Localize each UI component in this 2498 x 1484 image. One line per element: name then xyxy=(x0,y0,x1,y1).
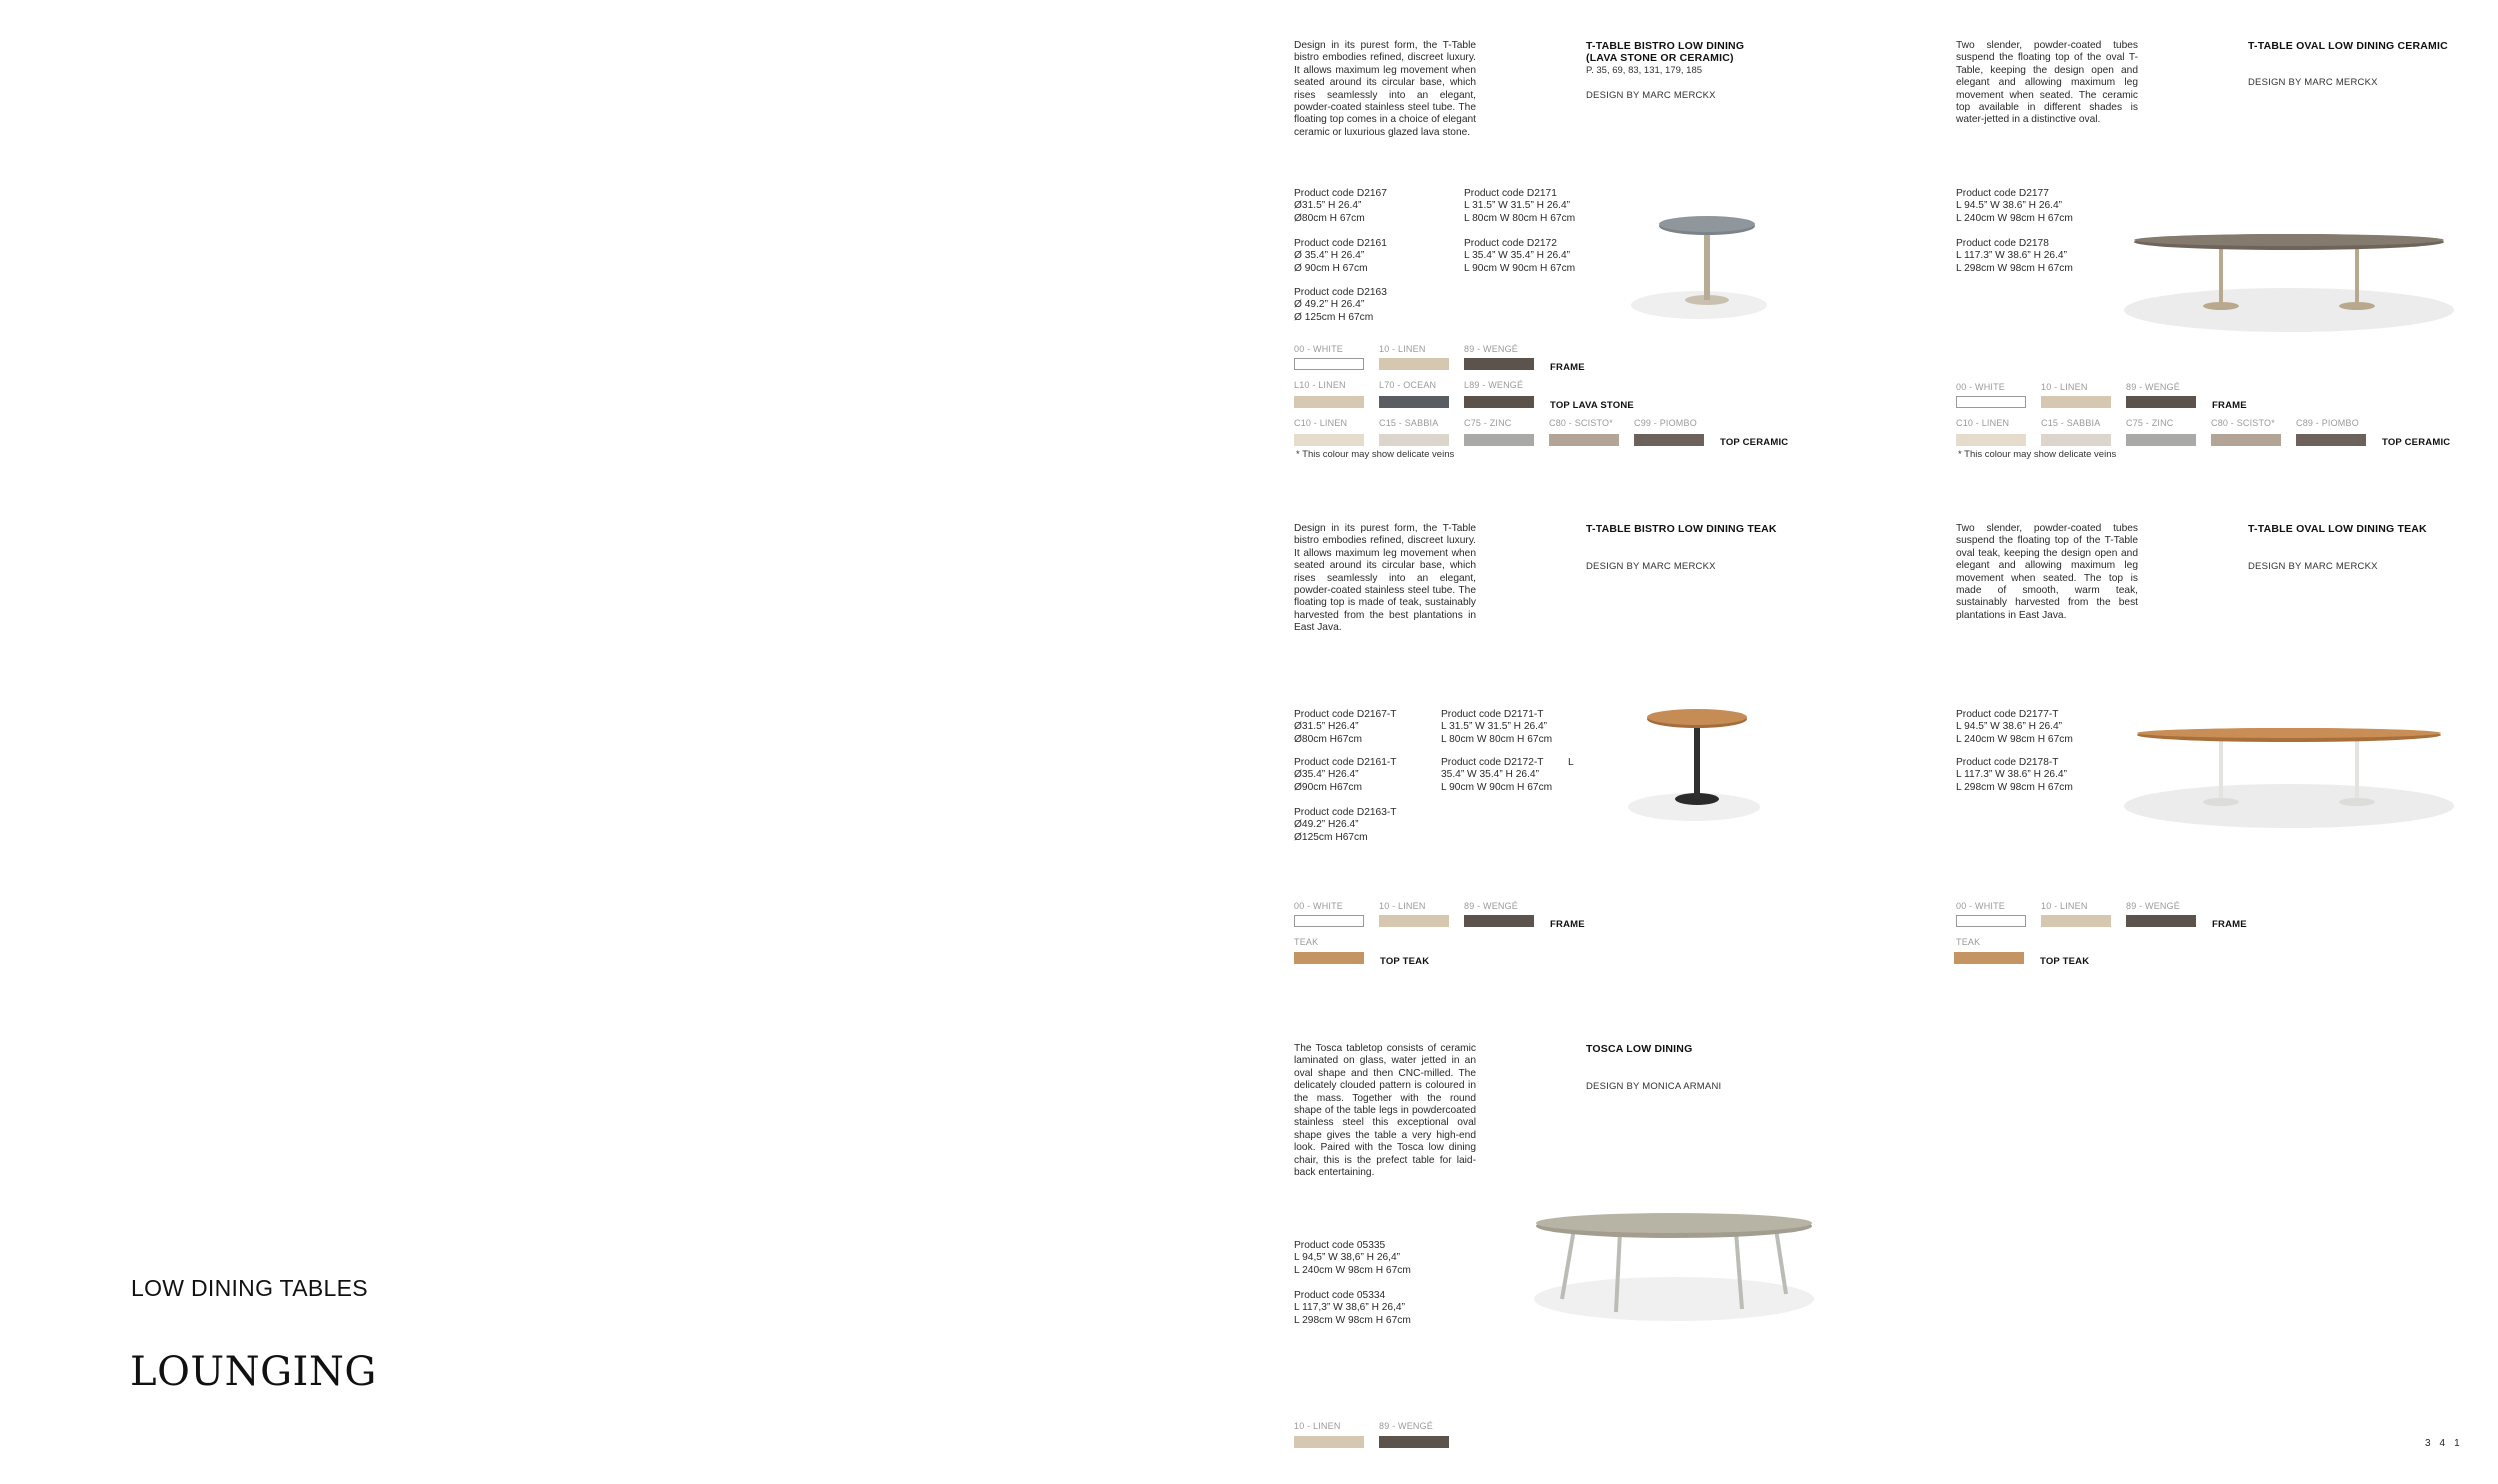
swatch-label: C80 - SCISTO* xyxy=(1549,418,1613,428)
swatch-teak xyxy=(1294,952,1364,964)
oval-designer: DESIGN BY MARC MERCKX xyxy=(2248,77,2378,88)
bistro-teak-title: T-TABLE BISTRO LOW DINING TEAK xyxy=(1586,523,1777,535)
collection-heading: LOUNGING xyxy=(130,1349,377,1395)
product-code-block: Product code D2163 Ø 49.2” H 26.4” Ø 125cm H 67cm xyxy=(1294,287,1387,323)
bistro-teak-description: Design in its purest form, the T-Table bistro embodies refined, discreet luxury. It allows maximum leg movement when seated around its circular base, which rises seamlessly into an elegant, powder-coated stainless steel tube. The floating top is made of teak, sustainably harvested from the best plantations in East Java. xyxy=(1294,523,1476,634)
frame-label: FRAME xyxy=(2212,400,2247,411)
swatch-wenge xyxy=(1379,1436,1449,1448)
swatch-label: L89 - WENGÉ xyxy=(1464,380,1524,390)
swatch-label: C75 - ZINC xyxy=(2126,418,2174,428)
swatch-ceramic-sabbia xyxy=(2041,434,2111,446)
swatch-label: 89 - WENGÉ xyxy=(2126,382,2181,392)
product-code-block: Product code D2161-T Ø35.4” H26.4” Ø90cm H67cm xyxy=(1294,757,1397,793)
swatch-white xyxy=(1294,358,1364,370)
oval-teak-table-image xyxy=(2119,715,2459,829)
swatch-ceramic-zinc xyxy=(2126,434,2196,446)
swatch-ceramic-zinc xyxy=(1464,434,1534,446)
swatch-label: 00 - WHITE xyxy=(1294,901,1344,911)
product-code-block: Product code 05335 L 94,5” W 38,6” H 26,4” L 240cm W 98cm H 67cm xyxy=(1294,1240,1411,1276)
swatch-ceramic-scisto xyxy=(1549,434,1619,446)
product-code-block: Product code D2167 Ø31.5” H 26.4” Ø80cm H 67cm xyxy=(1294,188,1387,224)
swatch-ceramic-scisto xyxy=(2211,434,2281,446)
swatch-label: C80 - SCISTO* xyxy=(2211,418,2275,428)
swatch-label: 10 - LINEN xyxy=(2041,901,2088,911)
swatch-label: 89 - WENGÉ xyxy=(1464,344,1519,354)
product-code-block: Product code D2163-T Ø49.2” H26.4” Ø125cm H67cm xyxy=(1294,807,1397,843)
swatch-linen xyxy=(2041,396,2111,408)
swatch-white xyxy=(1294,915,1364,927)
swatch-linen xyxy=(2041,915,2111,927)
product-code-block: Product code D2172 L 35.4” W 35.4” H 26.4” L 90cm W 90cm H 67cm xyxy=(1464,238,1576,274)
swatch-lava-wenge xyxy=(1464,396,1534,408)
oval-title: T-TABLE OVAL LOW DINING CERAMIC xyxy=(2248,40,2448,52)
product-code-block: Product code D2177-T L 94.5” W 38.6” H 26.4” L 240cm W 98cm H 67cm xyxy=(1956,709,2073,744)
teak-label: TOP TEAK xyxy=(1380,956,1430,967)
bistro-table-image xyxy=(1619,200,1779,325)
swatch-label: 00 - WHITE xyxy=(1294,344,1344,354)
swatch-ceramic-piombo xyxy=(1634,434,1704,446)
frame-label: FRAME xyxy=(1550,362,1585,373)
vein-note: * This colour may show delicate veins xyxy=(1296,449,1455,460)
product-code-block: Product code D2167-T Ø31.5” H26.4” Ø80cm H67cm xyxy=(1294,709,1397,744)
swatch-label: C10 - LINEN xyxy=(1956,418,2010,428)
swatch-label: 10 - LINEN xyxy=(1294,1421,1341,1431)
oval-table-image xyxy=(2119,220,2459,335)
swatch-teak xyxy=(1954,952,2024,964)
tosca-designer: DESIGN BY MONICA ARMANI xyxy=(1586,1081,1722,1092)
swatch-label: C15 - SABBIA xyxy=(2041,418,2101,428)
frame-label: FRAME xyxy=(2212,919,2247,930)
swatch-label: 10 - LINEN xyxy=(1379,901,1426,911)
swatch-linen xyxy=(1379,915,1449,927)
swatch-label: C89 - PIOMBO xyxy=(2296,418,2359,428)
bistro-description: Design in its purest form, the T-Table bistro embodies refined, discreet luxury. It allows maximum leg movement when seated around its circular base, which rises seamlessly into an elegant, powder-coated stainless steel tube. The floating top comes in a choice of elegant ceramic or luxurious glazed lava stone. xyxy=(1294,40,1476,138)
tosca-table-image xyxy=(1524,1204,1824,1324)
stray-letter: L xyxy=(1568,757,1574,768)
swatch-ceramic-linen xyxy=(1294,434,1364,446)
tosca-title: TOSCA LOW DINING xyxy=(1586,1043,1693,1055)
swatch-ceramic-linen xyxy=(1956,434,2026,446)
swatch-label: L70 - OCEAN xyxy=(1379,380,1437,390)
swatch-linen xyxy=(1379,358,1449,370)
oval-teak-designer: DESIGN BY MARC MERCKX xyxy=(2248,561,2378,572)
swatch-label: 89 - WENGÉ xyxy=(1379,1421,1434,1431)
swatch-label: TEAK xyxy=(1956,937,1981,947)
swatch-wenge xyxy=(1464,915,1534,927)
swatch-label: 00 - WHITE xyxy=(1956,901,2006,911)
swatch-label: 89 - WENGÉ xyxy=(2126,901,2181,911)
product-code-block: Product code D2161 Ø 35.4” H 26.4” Ø 90cm H 67cm xyxy=(1294,238,1387,274)
product-code-block: Product code D2178 L 117.3” W 38.6” H 26.4” L 298cm W 98cm H 67cm xyxy=(1956,238,2073,274)
swatch-wenge xyxy=(1464,358,1534,370)
swatch-lava-ocean xyxy=(1379,396,1449,408)
ceramic-label: TOP CERAMIC xyxy=(1720,437,1789,448)
page-number: 341 xyxy=(2425,1438,2469,1449)
bistro-title-sub: (LAVA STONE OR CERAMIC) xyxy=(1586,52,1734,64)
swatch-label: 89 - WENGÉ xyxy=(1464,901,1519,911)
swatch-linen xyxy=(1294,1436,1364,1448)
vein-note: * This colour may show delicate veins xyxy=(1958,449,2117,460)
bistro-teak-designer: DESIGN BY MARC MERCKX xyxy=(1586,561,1716,572)
product-code-block: Product code D2171 L 31.5” W 31.5” H 26.4” L 80cm W 80cm H 67cm xyxy=(1464,188,1576,224)
swatch-label: C75 - ZINC xyxy=(1464,418,1512,428)
product-code-block: Product code D2171-T L 31.5” W 31.5” H 26.4” L 80cm W 80cm H 67cm xyxy=(1441,709,1553,744)
swatch-label: C10 - LINEN xyxy=(1294,418,1348,428)
swatch-label: 00 - WHITE xyxy=(1956,382,2006,392)
swatch-white xyxy=(1956,915,2026,927)
product-code-block: Product code D2178-T L 117.3” W 38.6” H 26.4” L 298cm W 98cm H 67cm xyxy=(1956,757,2073,793)
teak-label: TOP TEAK xyxy=(2040,956,2090,967)
swatch-label: C99 - PIOMBO xyxy=(1634,418,1697,428)
lava-label: TOP LAVA STONE xyxy=(1550,400,1634,411)
product-code-block: Product code D2177 L 94.5” W 38.6” H 26.4” L 240cm W 98cm H 67cm xyxy=(1956,188,2073,224)
ceramic-label: TOP CERAMIC xyxy=(2382,437,2451,448)
bistro-title: T-TABLE BISTRO LOW DINING xyxy=(1586,40,1745,52)
oval-description: Two slender, powder-coated tubes suspend the floating top of the oval T-Table, keeping the design open and elegant and allowing maximum leg movement when seated. The ceramic top available in different shades is water-jetted in a distinctive oval. xyxy=(1956,40,2138,126)
tosca-description: The Tosca tabletop consists of ceramic laminated on glass, water jetted in an oval shape and then CNC-milled. The delicately clouded pattern is coloured in the mass. Together with the round shape of the table legs in powdercoated stainless steel this exceptional oval shape gives the table a very high-end look. Paired with the Tosca low dining chair, this is the prefect table for laid-back entertaining. xyxy=(1294,1043,1476,1179)
swatch-ceramic-piombo xyxy=(2296,434,2366,446)
swatch-lava-linen xyxy=(1294,396,1364,408)
product-code-block: Product code 05334 L 117,3” W 38,6” H 26,4” L 298cm W 98cm H 67cm xyxy=(1294,1290,1411,1326)
product-code-block: Product code D2172-T 35.4” W 35.4” H 26.4” L 90cm W 90cm H 67cm xyxy=(1441,757,1553,793)
swatch-wenge xyxy=(2126,915,2196,927)
swatch-label: 10 - LINEN xyxy=(1379,344,1426,354)
oval-teak-title: T-TABLE OVAL LOW DINING TEAK xyxy=(2248,523,2427,535)
oval-teak-description: Two slender, powder-coated tubes suspend the floating top of the T-Table oval teak, keeping the design open and elegant and allowing maximum leg movement when seated. The top is made of smooth, warm teak, sustainably harvested from the best plantations in East Java. xyxy=(1956,523,2138,621)
frame-label: FRAME xyxy=(1550,919,1585,930)
swatch-wenge xyxy=(2126,396,2196,408)
category-heading: LOW DINING TABLES xyxy=(131,1275,368,1301)
bistro-designer: DESIGN BY MARC MERCKX xyxy=(1586,90,1716,101)
swatch-label: 10 - LINEN xyxy=(2041,382,2088,392)
swatch-ceramic-sabbia xyxy=(1379,434,1449,446)
swatch-label: L10 - LINEN xyxy=(1294,380,1346,390)
swatch-label: C15 - SABBIA xyxy=(1379,418,1439,428)
bistro-pages: P. 35, 69, 83, 131, 179, 185 xyxy=(1586,65,1703,76)
swatch-label: TEAK xyxy=(1294,937,1319,947)
bistro-teak-table-image xyxy=(1614,700,1774,829)
swatch-white xyxy=(1956,396,2026,408)
